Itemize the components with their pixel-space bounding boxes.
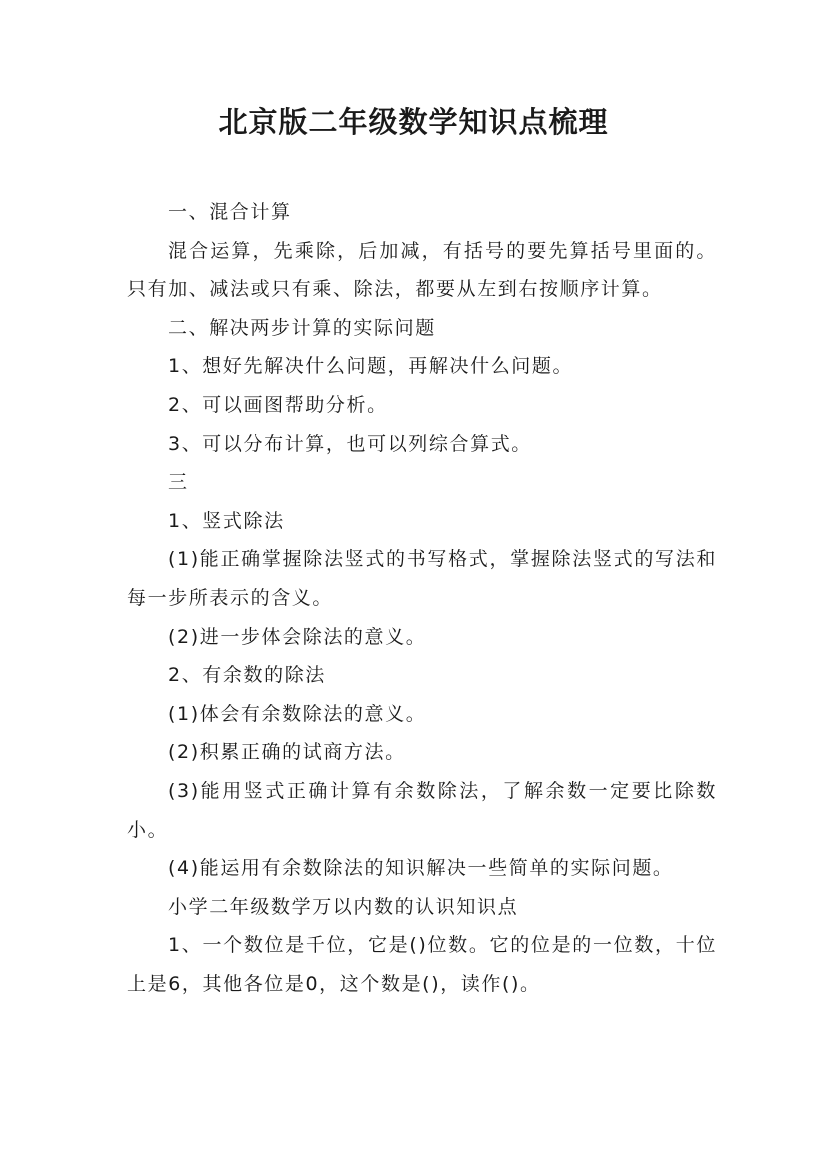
list-item: 1、一个数位是千位，它是()位数。它的位是的一位数，十位上是6，其他各位是0，这个数是()，读作()。 xyxy=(127,934,717,995)
paragraph-mixed-operation-rule: 混合运算，先乘除，后加减，有括号的要先算括号里面的。只有加、减法或只有乘、除法，都要从左到右按顺序计算。 xyxy=(127,239,717,301)
list-item: 2、可以画图帮助分析。 xyxy=(168,393,388,416)
list-item: (4)能运用有余数除法的知识解决一些简单的实际问题。 xyxy=(168,857,674,880)
document-title: 北京版二年级数学知识点梳理 xyxy=(218,105,609,139)
list-item: (2)积累正确的试商方法。 xyxy=(168,741,406,764)
subsection-heading-division-with-remainder: 2、有余数的除法 xyxy=(168,664,326,687)
list-item: (1)能正确掌握除法竖式的书写格式，掌握除法竖式的写法和每一步所表示的含义。 xyxy=(127,548,717,609)
section-heading-mixed-calculation: 一、混合计算 xyxy=(168,201,292,223)
list-item: 3、可以分布计算，也可以列综合算式。 xyxy=(168,432,532,455)
section-heading-three: 三 xyxy=(168,471,189,494)
subsection-heading-vertical-division: 1、竖式除法 xyxy=(168,509,285,532)
section-heading-numbers-within-10000: 小学二年级数学万以内数的认识知识点 xyxy=(168,895,519,918)
list-item: 1、想好先解决什么问题，再解决什么问题。 xyxy=(168,355,574,378)
section-heading-two-step-problems: 二、解决两步计算的实际问题 xyxy=(168,316,436,339)
list-item: (2)进一步体会除法的意义。 xyxy=(168,625,427,648)
list-item: (1)体会有余数除法的意义。 xyxy=(168,702,427,725)
document-body xyxy=(127,193,717,1003)
list-item: (3)能用竖式正确计算有余数除法，了解余数一定要比除数小。 xyxy=(127,779,717,841)
